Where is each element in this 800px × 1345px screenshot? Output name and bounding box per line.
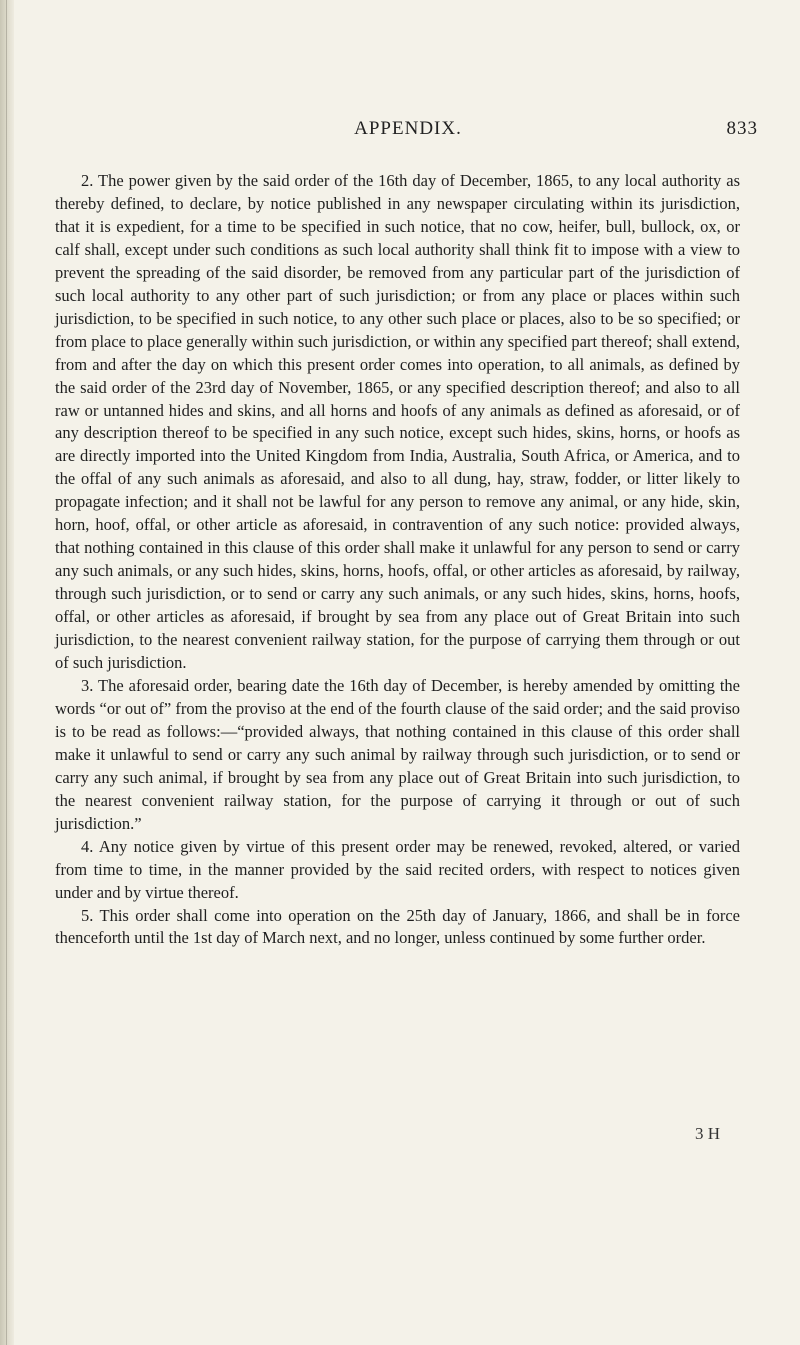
paragraph-clause-2: 2. The power given by the said order of the 16th day of December, 1865, to any local authority as thereby defined, to declare, by notice published in any newspaper circulating within its jurisdiction, that it is expedient, for a time to be specified in such notice, that no cow, heifer, bull, bullock, ox, or calf shall, except under such conditions as such local authority shall think fit to impose with a view to prevent the spreading of the said disorder, be removed from any particular part of the jurisdiction of such local authority to any other part of such jurisdiction; or from any place or places within such jurisdiction, to be specified in such notice, to any other such place or places, also to be so specified; or from place to place generally within such jurisdiction, or within any specified part thereof; shall extend, from and after the day on which this present order comes into operation, to all animals, as defined by the said order of the 23rd day of November, 1865, or any specified description thereof; and also to all raw or untanned hides and skins, and all horns and hoofs of any animals as defined as aforesaid, or of any description thereof to be specified in any such notice, except such hides, skins, horns, or hoofs as are directly imported into the United Kingdom from India, Australia, South Africa, or America, and to the offal of any such animals as aforesaid, and also to all dung, hay, straw, fodder, or litter likely to propagate infection; and it shall not be lawful for any person to remove any animal, or any hide, skin, horn, hoof, offal, or other article as aforesaid, in contravention of any such notice: provided always, that nothing contained in this clause of this order shall make it unlawful for any person to send or carry any such animals, or any such hides, skins, horns, hoofs, offal, or other articles as aforesaid, by railway, through such jurisdiction, or to send or carry any such animals, or any such hides, skins, horns, hoofs, offal, or other articles as aforesaid, if brought by sea from any place out of Great Britain into such jurisdiction, to the nearest convenient railway station, for the purpose of carrying them through or out of such jurisdiction. xyxy=(55,171,740,673)
page-header xyxy=(58,118,758,148)
binding-line xyxy=(6,0,7,1345)
paragraph-clause-3: 3. The aforesaid order, bearing date the 16th day of December, is hereby amended by omitting the words “or out of” from the proviso at the end of the fourth clause of the said order; and the said proviso is to be read as follows:—“provided always, that nothing contained in this clause of this order shall make it unlawful to send or carry any such animal by railway through such jurisdiction, or to send or carry any such animal, if brought by sea from any place out of Great Britain into such jurisdiction, to the nearest convenient railway station, for the purpose of carrying it through or out of such jurisdiction.” xyxy=(55,675,740,833)
running-title: APPENDIX. xyxy=(354,118,462,139)
paragraph-clause-4: 4. Any notice given by virtue of this present order may be renewed, revoked, altered, or varied from time to time, in the manner provided by the said recited orders, with respect to notices given under and by virtue thereof. xyxy=(55,836,740,902)
binding-edge xyxy=(0,0,14,1345)
page-number: 833 xyxy=(726,118,758,139)
signature-mark: 3 H xyxy=(694,1124,720,1143)
paragraph-clause-5: 5. This order shall come into operation on the 25th day of January, 1866, and shall be in force thenceforth until the 1st day of March next, and no longer, unless continued by some further order. xyxy=(55,905,740,948)
body-text xyxy=(55,170,740,950)
